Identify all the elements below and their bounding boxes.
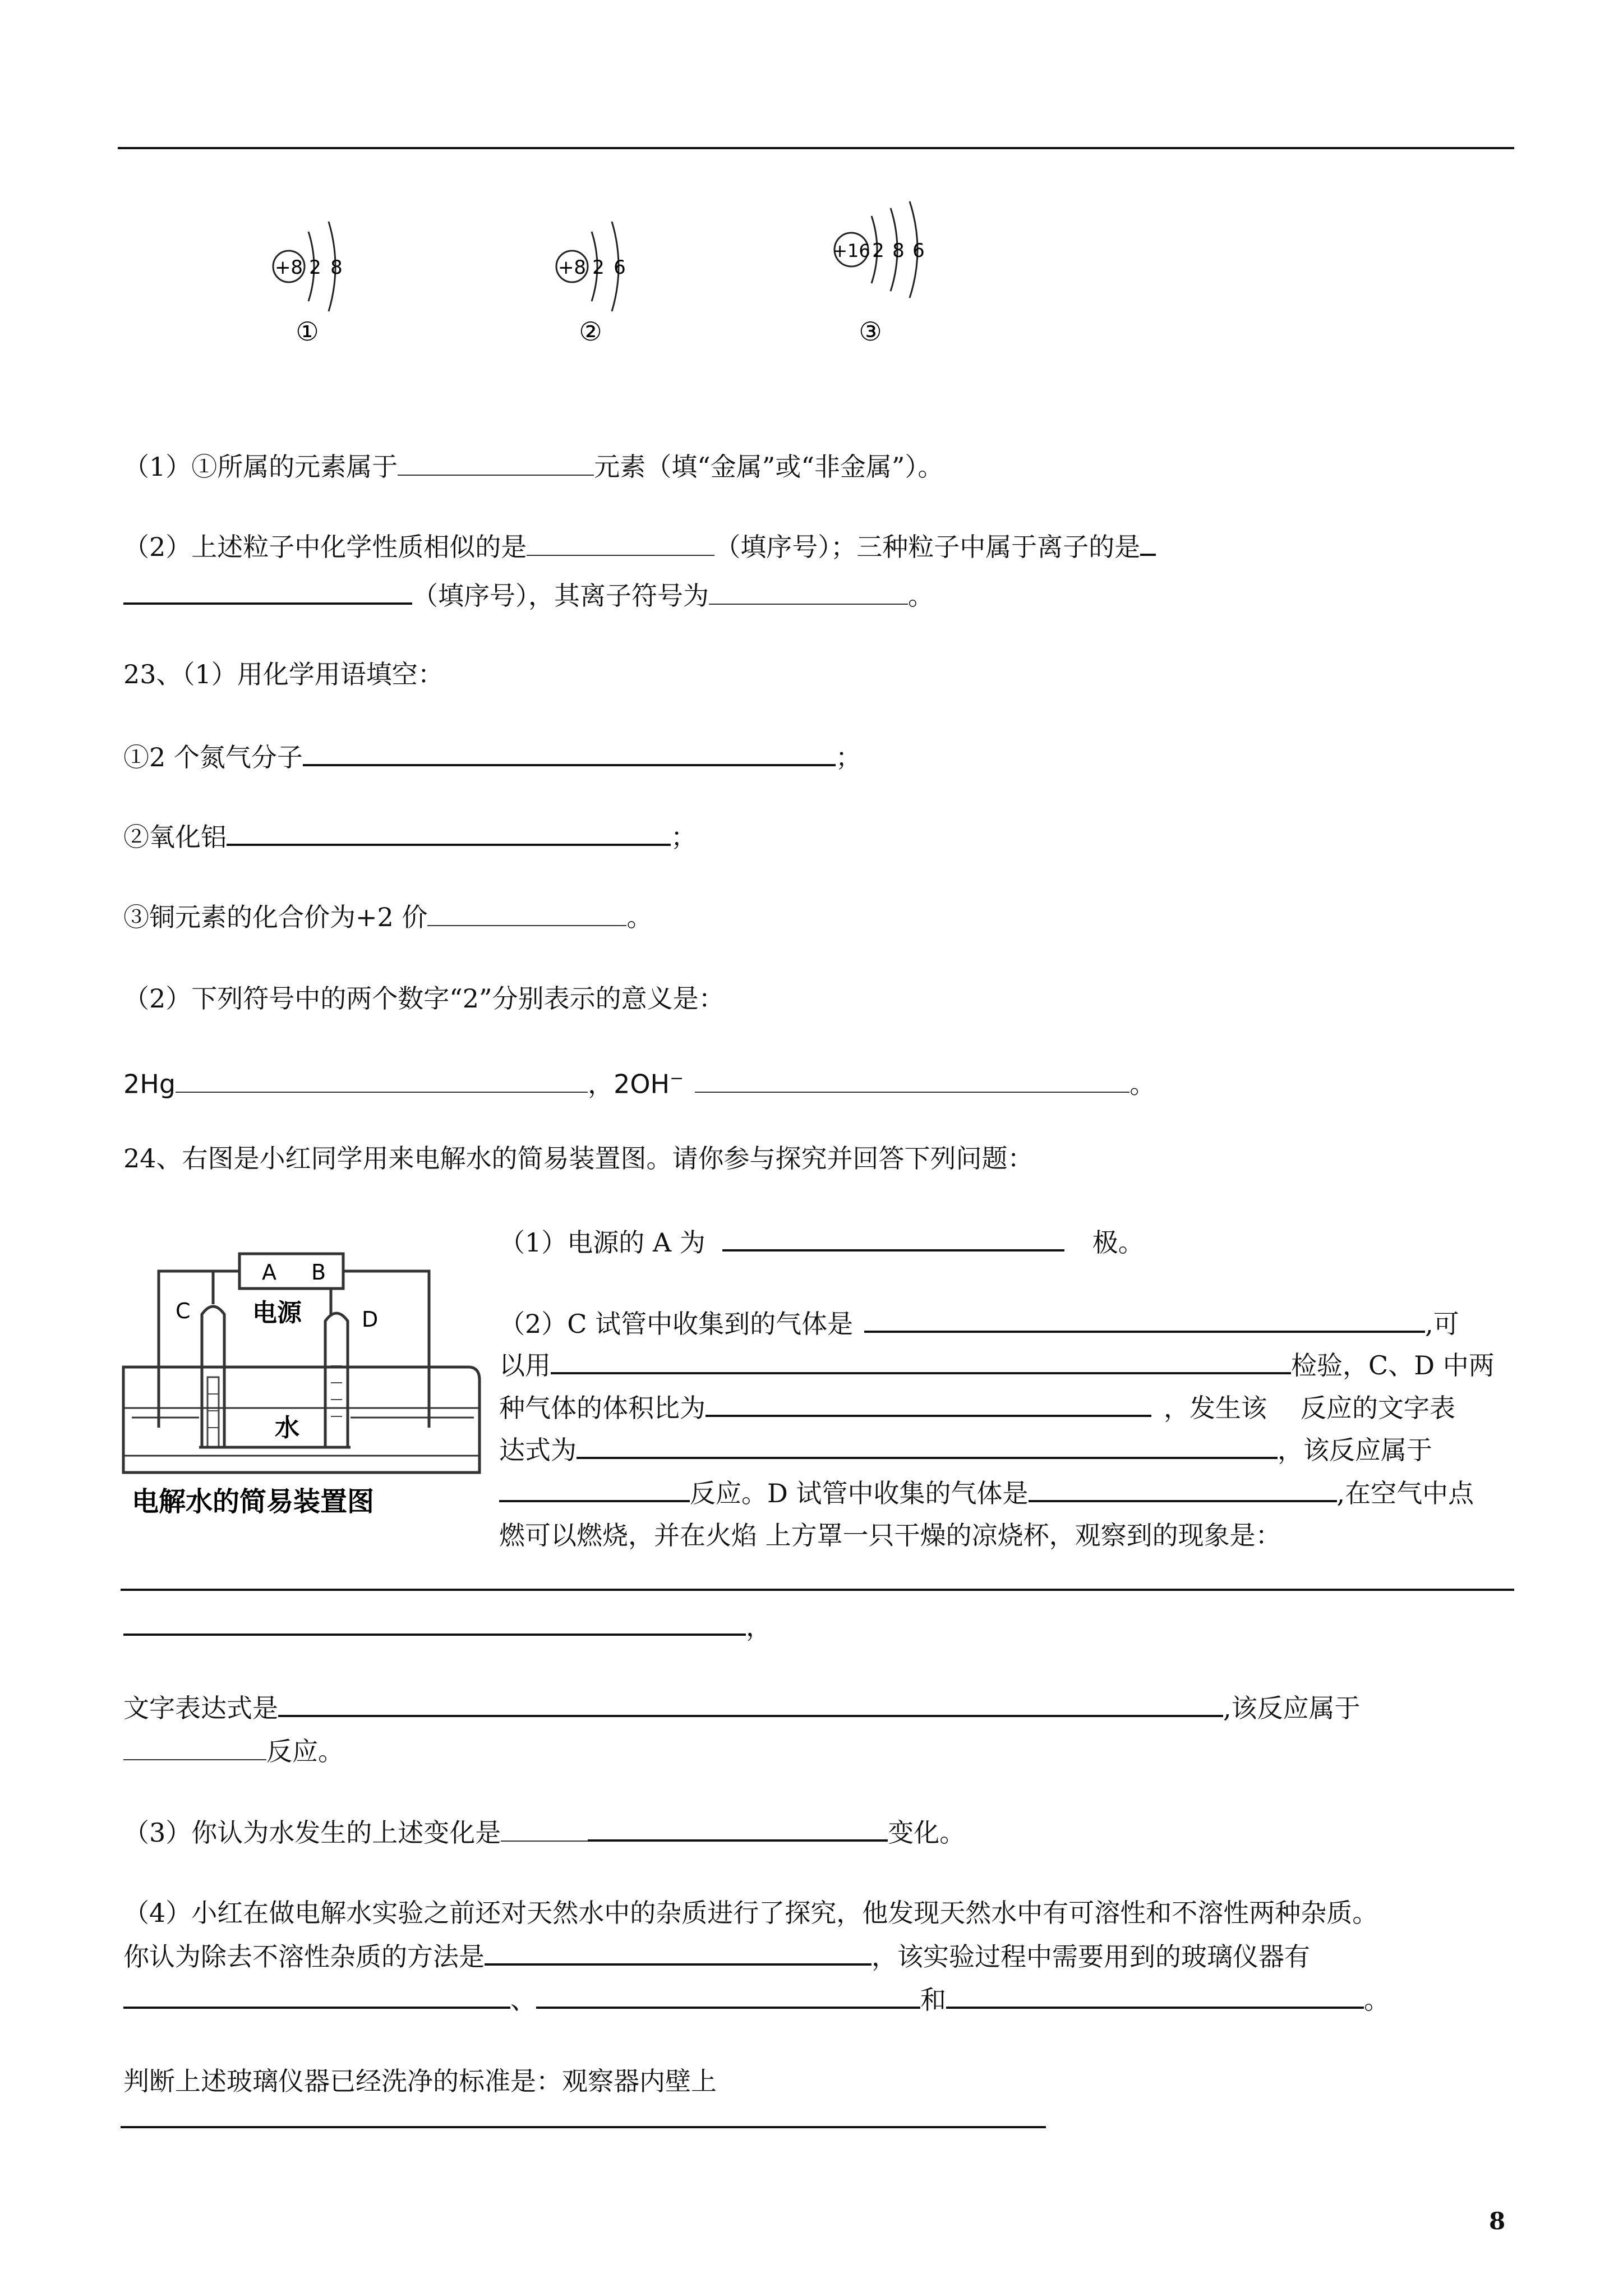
q22-text: （填序号）；三种粒子中属于离子的是: [714, 532, 1141, 562]
q23-text: ，: [588, 1069, 614, 1099]
q24-text: ,可: [1425, 1309, 1459, 1339]
q24-2-line-2: [499, 1349, 1495, 1382]
symbol-charge: −: [670, 1069, 684, 1088]
q22-line-2: [123, 530, 1156, 564]
header-rule: [118, 147, 1514, 149]
atom-diagram-3: [824, 194, 993, 351]
q24-text: 文字表达式是: [123, 1693, 278, 1723]
atom-label: ②: [579, 316, 602, 347]
q24-text: ，发生该: [1164, 1393, 1267, 1423]
q22-line-1: [123, 450, 943, 484]
q22-text: （1）①所属的元素属于: [123, 452, 398, 482]
q24-text: 反应。: [266, 1736, 344, 1766]
label-a: A: [262, 1260, 276, 1285]
atom-diagram-2: [547, 194, 693, 351]
q24-1: [499, 1226, 1144, 1259]
q23-item-2: [123, 820, 697, 854]
q23-text: 。: [626, 902, 653, 932]
q23-heading: 23、（1）用化学用语填空：: [123, 659, 444, 689]
q24-text: 极。: [1092, 1227, 1144, 1258]
q22-text: （填序号），其离子符号为: [412, 581, 709, 611]
shell-electrons-1: 2: [309, 256, 321, 279]
answer-blank[interactable]: [1140, 553, 1156, 556]
q24-text: ,在空气中点: [1336, 1478, 1474, 1508]
answer-blank[interactable]: [499, 1499, 690, 1502]
answer-blank[interactable]: [398, 474, 594, 476]
answer-blank[interactable]: [709, 603, 908, 605]
answer-blank[interactable]: [864, 1330, 1425, 1333]
answer-blank[interactable]: [176, 1091, 588, 1093]
q24-text: 以用: [499, 1350, 551, 1381]
answer-blank[interactable]: [577, 1456, 1278, 1459]
q23-text: ③铜元素的化合价为+2 价: [123, 902, 428, 932]
q22-line-3: [123, 579, 934, 613]
q23-text: ；: [835, 742, 861, 772]
q23-text: 。: [1129, 1069, 1156, 1099]
answer-blank[interactable]: [695, 1091, 1129, 1093]
answer-blank[interactable]: [706, 1414, 1151, 1417]
q23-text: ②氧化铝: [123, 822, 227, 852]
answer-blank[interactable]: [1029, 1499, 1337, 1502]
answer-blank[interactable]: [278, 1714, 1223, 1717]
q24-text: ，该反应属于: [1278, 1435, 1432, 1465]
answer-blank[interactable]: [427, 924, 626, 926]
page-number: 8: [1489, 2207, 1506, 2235]
shell-electrons-2: 6: [614, 256, 626, 279]
q24-2-line-6: 燃可以燃烧，并在火焰 上方罩一只干燥的凉烧杯，观察到的现象是：: [499, 1520, 1281, 1550]
q24-4-line-2: [123, 1940, 1310, 1973]
q24-text: 反应。D 试管中收集的气体是: [690, 1478, 1029, 1508]
q24-text: 、: [510, 1985, 536, 2015]
q24-text: （2）C 试管中收集到的气体是: [499, 1309, 854, 1339]
answer-blank[interactable]: [536, 2006, 920, 2009]
q24-5: 判断上述玻璃仪器已经洗净的标准是：观察器内壁上: [123, 2066, 717, 2096]
q22-text: 。: [908, 581, 934, 611]
q24-2-line-7: [123, 1610, 772, 1644]
q24-reaction-type: [123, 1734, 344, 1768]
answer-blank[interactable]: [527, 554, 714, 556]
q24-text: ，: [746, 1612, 772, 1642]
q24-text: 变化。: [888, 1818, 966, 1848]
q24-text: （3）你认为水发生的上述变化是: [123, 1818, 501, 1848]
label-c: C: [176, 1299, 191, 1323]
answer-blank[interactable]: [303, 763, 836, 766]
q23-item-1: [123, 740, 861, 774]
q24-text: ,该反应属于: [1223, 1693, 1361, 1723]
answer-blank[interactable]: [123, 2006, 510, 2009]
q24-heading: 24、右图是小红同学用来电解水的简易装置图。请你参与探究并回答下列问题：: [123, 1143, 1034, 1174]
figure-caption: 电解水的简易装置图: [132, 1486, 375, 1517]
q23-text: ；: [671, 822, 697, 852]
nucleus-charge: +16: [832, 240, 870, 261]
answer-blank[interactable]: [722, 1249, 1064, 1251]
q23-symbols: [123, 1062, 1155, 1101]
answer-line[interactable]: [121, 2126, 1046, 2128]
answer-blank[interactable]: [551, 1372, 1291, 1374]
atom-label: ①: [296, 316, 319, 347]
q24-text: 和: [920, 1985, 946, 2015]
answer-blank[interactable]: [123, 1759, 266, 1760]
symbol-2hg: 2Hg: [123, 1069, 176, 1099]
answer-blank[interactable]: [501, 1840, 588, 1842]
q24-text: 。: [1364, 1985, 1390, 2015]
answer-blank[interactable]: [946, 2006, 1364, 2009]
shell-electrons-1: 2: [872, 240, 884, 262]
q24-2-line-1: [499, 1307, 1459, 1341]
answer-blank[interactable]: [123, 1633, 746, 1636]
label-power: 电源: [252, 1299, 302, 1327]
q24-text: ，该实验过程中需要用到的玻璃仪器有: [872, 1941, 1310, 1972]
q24-text: 你认为除去不溶性杂质的方法是: [123, 1941, 485, 1972]
q22-text: （2）上述粒子中化学性质相似的是: [123, 532, 527, 562]
atom-label: ③: [859, 316, 882, 347]
q24-2-line-5: [499, 1476, 1474, 1510]
q23-part-2: （2）下列符号中的两个数字“2”分别表示的意义是：: [123, 983, 725, 1014]
q24-text: 种气体的体积比为: [499, 1393, 706, 1423]
electrolysis-apparatus-figure: [115, 1243, 488, 1534]
q24-4-line-3: [123, 1983, 1390, 2017]
answer-line-full[interactable]: [121, 1589, 1514, 1591]
q24-text: （1）电源的 A 为: [499, 1227, 706, 1258]
answer-blank[interactable]: [123, 602, 412, 605]
q23-item-3: [123, 900, 652, 934]
label-d: D: [362, 1307, 379, 1332]
q24-text: 达式为: [499, 1435, 577, 1465]
q24-4-line-1: （4）小红在做电解水实验之前还对天然水中的杂质进行了探究，他发现天然水中有可溶性和不溶性两种杂质。: [123, 1898, 1378, 1928]
label-b: B: [311, 1260, 326, 1285]
answer-blank[interactable]: [588, 1839, 888, 1842]
q24-3: [123, 1816, 965, 1849]
shell-electrons-2: 8: [330, 256, 343, 279]
label-water: 水: [275, 1414, 299, 1442]
q24-2-line-3: [499, 1391, 1455, 1425]
q24-word-equation: [123, 1691, 1361, 1725]
shell-electrons-1: 2: [592, 256, 605, 279]
q24-text: 检验，C、D 中两: [1291, 1350, 1495, 1381]
nucleus-charge: +8: [274, 256, 303, 279]
q24-text: 反应的文字表: [1301, 1393, 1455, 1423]
answer-blank[interactable]: [485, 1963, 872, 1966]
q22-text: 元素（填“金属”或“非金属”）。: [594, 452, 944, 482]
nucleus-charge: +8: [557, 256, 587, 279]
shell-electrons-3: 6: [912, 240, 925, 262]
answer-blank[interactable]: [227, 843, 671, 846]
shell-electrons-2: 8: [892, 240, 905, 262]
atom-diagram-1: [264, 194, 409, 351]
symbol-2oh: 2OH: [614, 1069, 670, 1099]
q24-2-line-4: [499, 1433, 1432, 1467]
q23-text: ①2 个氮气分子: [123, 742, 303, 772]
